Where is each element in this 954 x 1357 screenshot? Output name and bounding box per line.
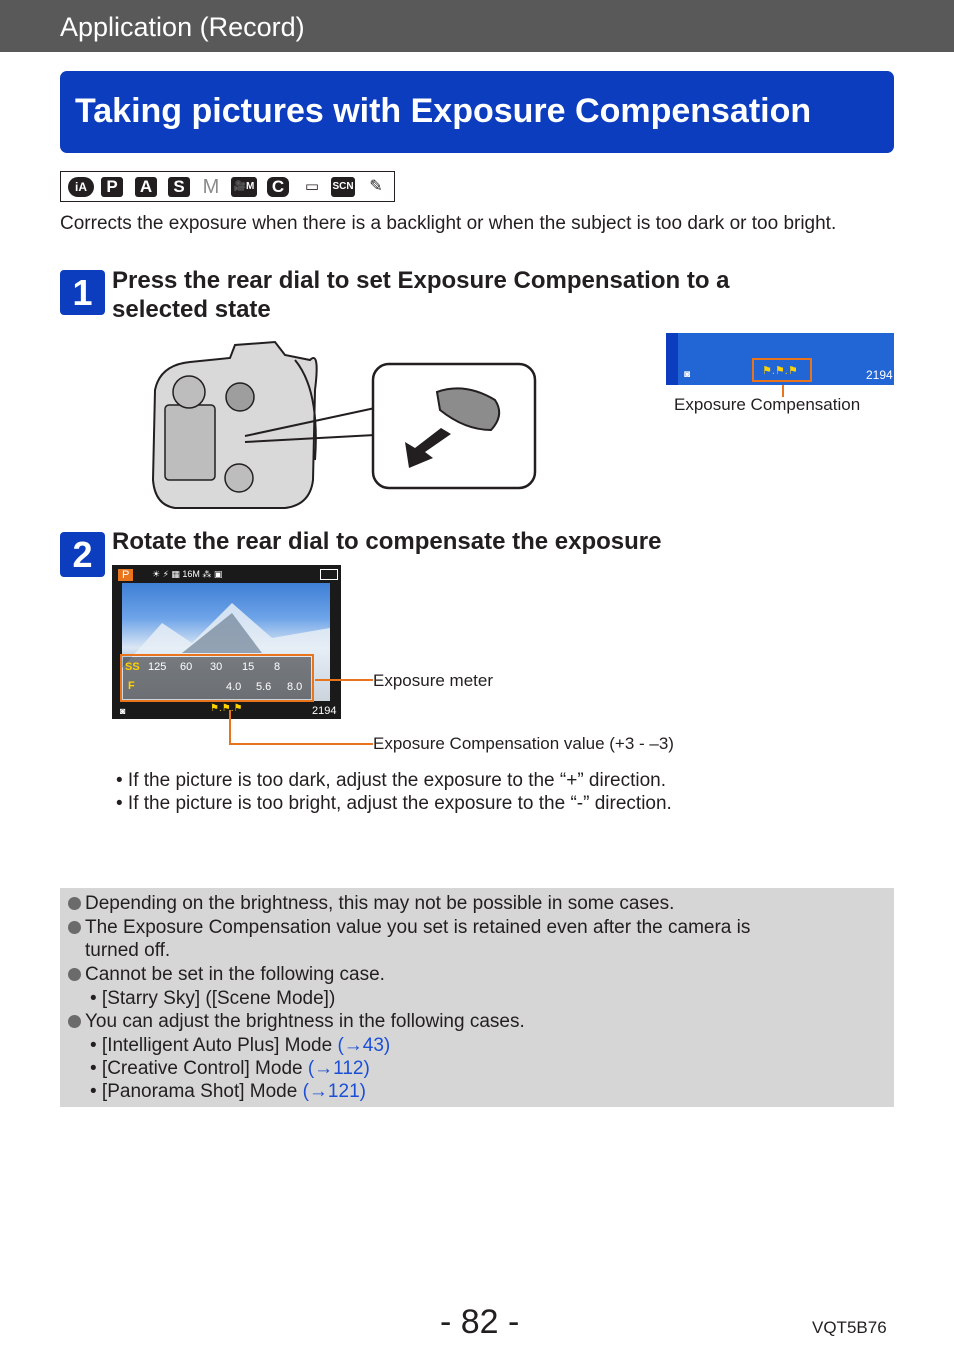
shutter-value: 8 — [274, 661, 281, 673]
callout-lines — [225, 670, 375, 750]
mode-ia-icon: iA — [68, 177, 94, 197]
shutter-value: 15 — [242, 661, 255, 673]
step-1-title: Press the rear dial to set Exposure Compensation to a selected state — [112, 267, 730, 323]
lcd-status-icons: ☀ ⚡ ▦ 16M ⁂ ▣ — [152, 569, 223, 579]
mode-panorama-icon: ▭ — [304, 178, 320, 195]
camera-icon: ◙ — [120, 706, 126, 716]
lcd-screen-preview — [666, 333, 894, 385]
note-subitem: • [Creative Control] Mode (→112) — [90, 1058, 370, 1079]
step-2-number: 2 — [60, 532, 105, 577]
intro-text: Corrects the exposure when there is a backlight or when the subject is too dark or too bright. — [60, 213, 837, 234]
mode-icon-row — [60, 171, 395, 202]
bullet-dot-icon — [68, 921, 81, 934]
ss-label: SS — [125, 661, 140, 673]
step-2-bullet: • If the picture is too dark, adjust the exposure to the “+” direction. — [116, 770, 667, 791]
battery-icon — [320, 569, 338, 580]
shutter-value: 125 — [148, 661, 167, 673]
page-title-bar — [60, 71, 894, 153]
lcd-edge — [666, 333, 678, 385]
mode-custom-icon: C — [267, 177, 289, 197]
note-item: Depending on the brightness, this may not be possible in some cases. — [68, 892, 674, 915]
step-1-number: 1 — [60, 270, 105, 315]
section-title: Application (Record) — [60, 12, 305, 42]
remaining-shots: 2194 — [866, 368, 893, 382]
lcd-mode-p: P — [118, 569, 133, 581]
page-number: - 82 - — [440, 1303, 520, 1341]
note-item: Cannot be set in the following case. — [68, 963, 385, 986]
page-link[interactable]: (→43) — [337, 1035, 391, 1056]
bullet-dot-icon — [68, 1015, 81, 1028]
mode-movie-icon: 🎥M — [231, 177, 257, 197]
mode-m-icon: M — [202, 176, 220, 198]
mode-creative-icon: ✎ — [369, 178, 383, 195]
step-2-title: Rotate the rear dial to compensate the exposure — [112, 528, 662, 555]
mode-p-icon: P — [101, 177, 123, 197]
exposure-comp-label: Exposure Compensation — [674, 395, 861, 414]
exposure-meter-label: Exposure meter — [373, 671, 493, 690]
mode-scene-icon: SCN — [331, 177, 355, 197]
shutter-value: 30 — [210, 661, 223, 673]
notes-box — [60, 888, 894, 1107]
note-item: You can adjust the brightness in the following cases. — [68, 1010, 525, 1033]
note-item: The Exposure Compensation value you set is retained even after the camera is — [68, 916, 750, 939]
bullet-dot-icon — [68, 968, 81, 981]
camera-illustration — [145, 330, 540, 512]
mode-a-icon: A — [135, 177, 157, 197]
page-link[interactable]: (→112) — [307, 1058, 370, 1079]
camera-icon: ◙ — [684, 369, 691, 380]
step-2-bullet: • If the picture is too bright, adjust the exposure to the “-” direction. — [116, 793, 672, 814]
exposure-value-label: Exposure Compensation value (+3 - –3) — [373, 734, 674, 753]
page-title: Taking pictures with Exposure Compensation — [75, 92, 812, 130]
aperture-value: 4.0 — [226, 681, 242, 693]
section-header-bar — [0, 0, 954, 52]
note-subitem: • [Intelligent Auto Plus] Mode (→43) — [90, 1035, 391, 1056]
note-item-continued: turned off. — [85, 940, 171, 961]
f-label: F — [128, 680, 135, 692]
document-code: VQT5B76 — [812, 1318, 887, 1337]
exposure-comp-icon: ⚑.⚑.⚑ — [762, 365, 798, 377]
note-subitem: • [Panorama Shot] Mode (→121) — [90, 1081, 366, 1102]
aperture-value: 5.6 — [256, 681, 272, 693]
page-link[interactable]: (→121) — [302, 1081, 366, 1102]
mode-s-icon: S — [168, 177, 190, 197]
exposure-comp-icon: ⚑.⚑.⚑ — [210, 703, 243, 714]
aperture-value: 8.0 — [287, 681, 303, 693]
shutter-value: 60 — [180, 661, 193, 673]
bullet-dot-icon — [68, 897, 81, 910]
note-subitem: • [Starry Sky] ([Scene Mode]) — [90, 988, 336, 1009]
remaining-shots: 2194 — [312, 705, 337, 717]
